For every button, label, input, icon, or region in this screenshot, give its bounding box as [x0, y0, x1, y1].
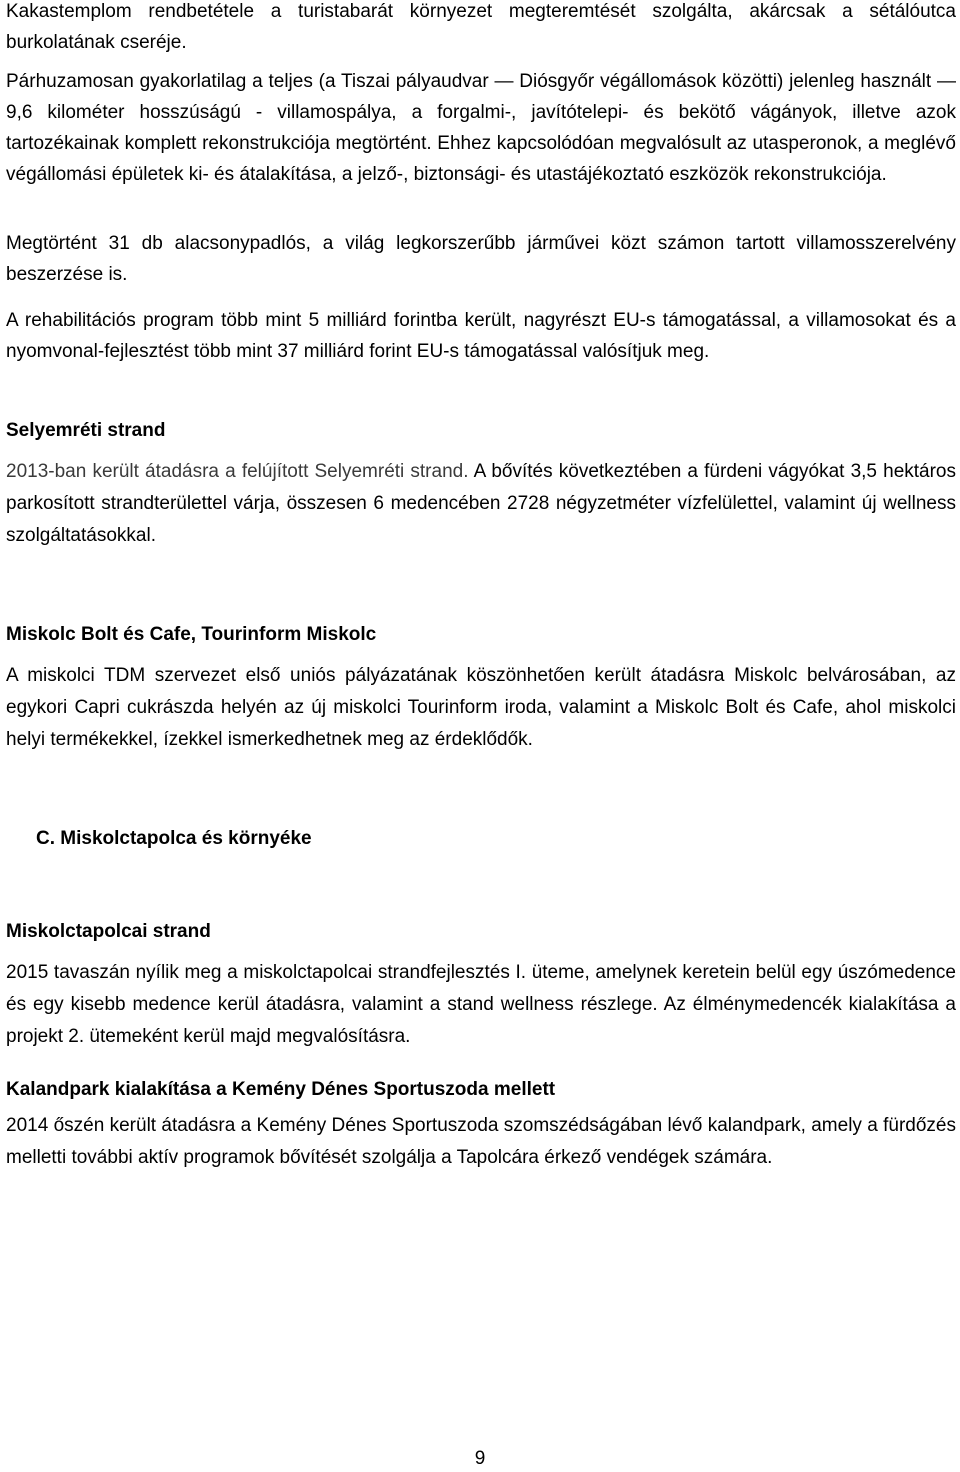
- paragraph-tourinform: A miskolci TDM szervezet első uniós pályázatának köszönhetően került átadásra Miskolc belvárosában, az egykori Capri cukrászda helyén az új miskolci Tourinform iroda, valamint a Miskolc Bolt és Cafe, ahol miskolci helyi termékekkel, ízekkel ismerkedhetnek meg az érdeklődők.: [6, 665, 956, 750]
- paragraph-kakastemplom: Kakastemplom rendbetétele a turistabarát környezet megteremtését szolgálta, akárcsak a sétálóutca burkolatának cseréje.: [6, 1, 956, 53]
- page-number: 9: [474, 1448, 486, 1469]
- heading-selyemreti-strand: Selyemréti strand: [6, 420, 166, 441]
- selyemreti-rest: A bővítés következtében a fürdeni vágyókat 3,5 hektáros parkosított strandterülettel várja, összesen 6 medencében 2728 négyzetméter vízfelülettel, valamint új wellness szolgáltatásokkal.: [6, 461, 956, 546]
- heading-miskolctapolca: C. Miskolctapolca és környéke: [36, 828, 312, 849]
- heading-kalandpark: Kalandpark kialakítása a Kemény Dénes Sportuszoda mellett: [6, 1079, 556, 1100]
- paragraph-villamosszerelveny: Megtörtént 31 db alacsonypadlós, a világ legkorszerűbb járművei közt számon tartott villamosszerelvény beszerzése is.: [6, 233, 956, 285]
- selyemreti-lead: 2013-ban került átadásra a felújított Selyemréti strand.: [6, 461, 469, 482]
- heading-miskolctapolcai-strand: Miskolctapolcai strand: [6, 921, 211, 942]
- paragraph-kalandpark: 2014 őszén került átadásra a Kemény Dénes Sportuszoda szomszédságában lévő kalandpark, amely a fürdőzés melletti további aktív programok bővítését szolgálja a Tapolcára érkező vendégek számára.: [6, 1115, 956, 1168]
- paragraph-villamospalya: Párhuzamosan gyakorlatilag a teljes (a Tiszai pályaudvar ― Diósgyőr végállomások közötti) jelenleg használt ― 9,6 kilométer hosszúságú - villamospálya, a forgalmi-, javítótelepi- és bekötő vágányok, illetve azok tartozékainak komplett rekonstrukciója megtörtént. Ehhez kapcsolódóan megvalósult az utasperonok, a meglévő végállomási épületek ki- és átalakítása, a jelző-, biztonsági- és utastájékoztató eszközök rekonstrukciója.: [6, 71, 956, 185]
- paragraph-rehabilitacio: A rehabilitációs program több mint 5 milliárd forintba került, nagyrészt EU-s támogatással, a villamosokat és a nyomvonal-fejlesztést több mint 37 milliárd forint EU-s támogatással valósítjuk meg.: [6, 310, 956, 362]
- paragraph-tapolca-strand: 2015 tavaszán nyílik meg a miskolctapolcai strandfejlesztés I. üteme, amelynek keretein belül egy úszómedence és egy kisebb medence kerül átadásra, valamint a stand wellness részlege. Az élménymedencék kialakítása a projekt 2. ütemeként kerül majd megvalósításra.: [6, 962, 956, 1047]
- paragraph-selyemreti: [6, 456, 956, 552]
- heading-miskolc-bolt: Miskolc Bolt és Cafe, Tourinform Miskolc: [6, 624, 377, 645]
